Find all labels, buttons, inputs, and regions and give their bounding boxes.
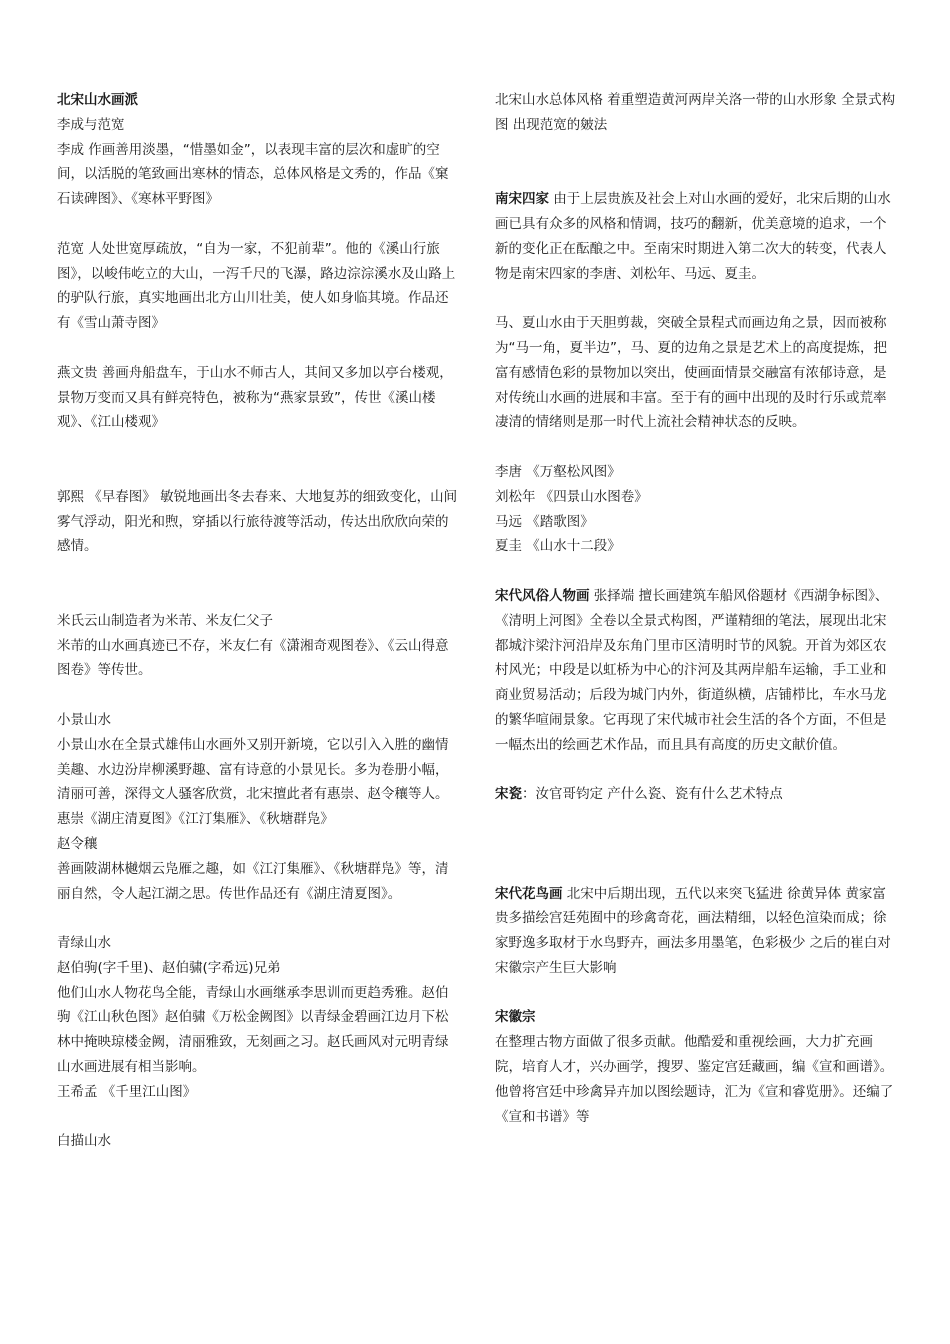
subheading-mi: 米氏云山制造者为米芾、米友仁父子 <box>57 612 273 629</box>
line-zhao-brothers: 赵伯驹(字千里)、赵伯骕(字希远)兄弟 <box>57 959 281 976</box>
line-wang-ximeng: 王希孟 《千里江山图》 <box>57 1083 197 1100</box>
paragraph-huaniao <box>495 882 897 981</box>
fengsu-title: 宋代风俗人物画 <box>495 587 590 604</box>
left-column <box>57 88 459 1154</box>
subheading-baimiao: 白描山水 <box>57 1133 111 1150</box>
subheading-qinglv: 青绿山水 <box>57 935 111 952</box>
line-zhao-lingrang: 赵令穰 <box>57 835 98 852</box>
paragraph-zhao-lingrang: 善画陂湖林樾烟云凫雁之趣，如《江汀集雁》、《秋塘群凫》等，清丽自然，令人起江湖之思。传世作品还有《湖庄清夏图》。 <box>57 860 449 902</box>
line-huichong: 惠崇《湖庄清夏图》《江汀集雁》、《秋塘群凫》 <box>57 811 334 828</box>
fengsu-text: 张择端 擅长画建筑车船风俗题材《西湖争标图》、《清明上河图》全卷以全景式构图，严谨精细的笔法，展现出北宋都城汴梁汴河沿岸及东角门里市区清明时节的风貌。开首为郊区农村风光；中段是以虹桥为中心的汴河及其两岸船车运输，手工业和商业贸易活动；后段为城门内外，街道纵横，店铺栉比，车水马龙的繁华喧闹景象。它再现了宋代城市社会生活的各个方面，不但是一幅杰出的绘画艺术作品，而且具有高度的历史文献价值。 <box>495 587 889 753</box>
line-liu-songnian: 刘松年 《四景山水图卷》 <box>495 488 648 505</box>
subheading-huizong: 宋徽宗 <box>495 1009 536 1026</box>
huaniao-text: 北宋中后期出现，五代以来突飞猛进 徐黄异体 黄家富贵多描绘宫廷苑囿中的珍禽奇花，画法精细，以轻色渲染而成；徐家野逸多取材于水鸟野卉，画法多用墨笔，色彩极少 之后的崔白对宋徽宗产生巨大影响 <box>495 885 891 976</box>
nansong-title: 南宋四家 <box>495 191 549 208</box>
subheading-li-fan: 李成与范宽 <box>57 116 125 133</box>
songci-text: ：汝官哥钧定 产什么瓷、瓷有什么艺术特点 <box>522 786 783 803</box>
paragraph-guo-xi: 郭熙 《早春图》 敏锐地画出冬去春来、大地复苏的细致变化，山间雾气浮动，阳光和煦，穿插以行旅待渡等活动，传达出欣欣向荣的感情。 <box>57 488 458 555</box>
paragraph-nansong <box>495 187 897 286</box>
paragraph-songci <box>495 782 897 807</box>
subheading-xiaojing: 小景山水 <box>57 711 111 728</box>
paragraph-li-cheng: 李成 作画善用淡墨，“惜墨如金”，以表现丰富的层次和虚旷的空间，以活脱的笔致画出寒林的情态，总体风格是文秀的，作品《窠石读碑图》、《寒林平野图》 <box>57 141 449 208</box>
paragraph-qinglv: 他们山水人物花鸟全能，青绿山水画继承李思训而更趋秀雅。赵伯驹《江山秋色图》赵伯骕《万松金阙图》以青绿金碧画江边月下松林中掩映琼楼金阙，清丽雅致，无刻画之习。赵氏画风对元明青绿山水画进展有相当影响。 <box>57 984 449 1076</box>
songci-title: 宋瓷 <box>495 786 522 803</box>
paragraph-ma-xia: 马、夏山水由于天胆剪裁，突破全景程式而画边角之景，因而被称为“马一角，夏半边”，马、夏的边角之景是艺术上的高度提炼，把富有感情色彩的景物加以突出，使画面情景交融富有浓郁诗意，是对传统山水画的进展和丰富。至于有的画中出现的及时行乐或荒率凄清的情绪则是那一时代上流社会精神状态的反映。 <box>495 315 887 431</box>
paragraph-huizong: 在整理古物方面做了很多贡献。他酷爱和重视绘画，大力扩充画院，培育人才，兴办画学，搜罗、鉴定宫廷藏画，编《宣和画谱》。他曾将宫廷中珍禽异卉加以图绘题诗，汇为《宣和睿览册》。还编了《宣和书谱》等 <box>495 1034 894 1125</box>
paragraph-yan-wengui: 燕文贵 善画舟船盘车，于山水不师古人，其间又多加以亭台楼观，景物万变而又具有鲜亮特色，被称为“燕家景致”，传世《溪山楼观》、《江山楼观》 <box>57 364 453 431</box>
line-ma-yuan: 马远 《踏歌图》 <box>495 513 594 530</box>
section-title-north-song: 北宋山水画派 <box>57 92 138 108</box>
line-xia-gui: 夏圭 《山水十二段》 <box>495 538 621 555</box>
paragraph-mi: 米芾的山水画真迹已不存，米友仁有《潇湘奇观图卷》、《云山得意图卷》等传世。 <box>57 637 449 679</box>
line-li-tang: 李唐 《万壑松风图》 <box>495 463 621 480</box>
paragraph-north-style: 北宋山水总体风格 着重塑造黄河两岸关洛一带的山水形象 全景式构图 出现范宽的皴法 <box>495 92 896 133</box>
paragraph-fan-kuan: 范宽 人处世宽厚疏放，“自为一家，不犯前辈”。他的《溪山行旅图》，以峻伟屹立的大山，一泻千尺的飞瀑，路边淙淙溪水及山路上的驴队行旅，真实地画出北方山川壮美，使人如身临其境。作品还有《雪山萧寺图》 <box>57 240 456 332</box>
huaniao-title: 宋代花鸟画 <box>495 885 563 902</box>
paragraph-fengsu <box>495 584 897 758</box>
right-column <box>495 88 897 1129</box>
nansong-text: 由于上层贵族及社会上对山水画的爱好，北宋后期的山水画已具有众多的风格和情调，技巧的翻新，优美意境的追求，一个新的变化正在酝酿之中。至南宋时期进入第二次大的转变，代表人物是南宋四家的李唐、刘松年、马远、夏圭。 <box>495 191 891 282</box>
paragraph-xiaojing: 小景山水在全景式雄伟山水画外又别开新境，它以引入入胜的幽情美趣、水边汾岸柳溪野趣、富有诗意的小景见长。多为卷册小幅，清丽可善，深得文人骚客欣赏，北宋擅此者有惠崇、赵令穰等人。 <box>57 736 449 803</box>
